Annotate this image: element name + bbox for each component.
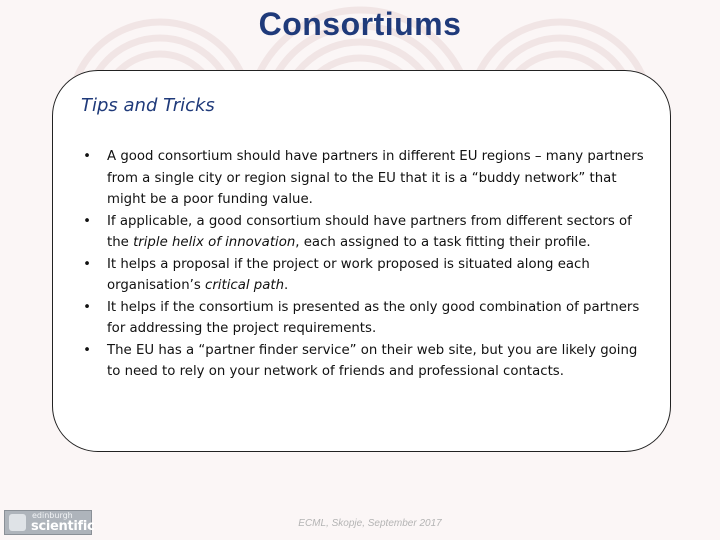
logo-line2: scientific [31, 519, 95, 534]
tip-item [81, 340, 651, 383]
slide-footer: ECML, Skopje, September 2017 [298, 518, 442, 529]
tip-item [81, 146, 651, 211]
panel-heading: Tips and Tricks [81, 95, 215, 116]
tip-text: The EU has a “partner finder service” on their web site, but you are likely going to need to rely on your network of friends and professional contacts. [107, 342, 638, 379]
logo-line1: edinburgh [32, 511, 73, 520]
bullet-icon: • [83, 256, 91, 272]
bullet-icon: • [83, 213, 91, 229]
tip-item [81, 297, 651, 340]
bullet-icon: • [83, 149, 91, 164]
tips-panel [52, 70, 671, 452]
bullet-icon: • [83, 299, 91, 315]
tips-list [81, 146, 651, 383]
slide-title: Consortiums [258, 6, 462, 42]
tip-emphasis: triple helix of innovation [133, 235, 296, 250]
bullet-icon: • [83, 342, 91, 358]
tip-text: It helps a proposal if the project or work proposed is situated along each organisation’s [107, 256, 590, 293]
tip-text: . [284, 278, 289, 293]
tip-text: It helps if the consortium is presented as the only good combination of partners for addressing the project requirements. [107, 299, 640, 336]
tip-emphasis: critical path [205, 278, 285, 293]
tip-text: A good consortium should have partners in different EU regions – many partners from a single city or region signal to the EU that it is a “buddy network” that might be a poor funding value. [107, 149, 644, 207]
tip-text: , each assigned to a task fitting their profile. [295, 235, 591, 250]
tip-item [81, 211, 651, 254]
tip-text: If applicable, a good consortium should have partners from different sectors of the [107, 213, 632, 250]
tip-item [81, 254, 651, 297]
